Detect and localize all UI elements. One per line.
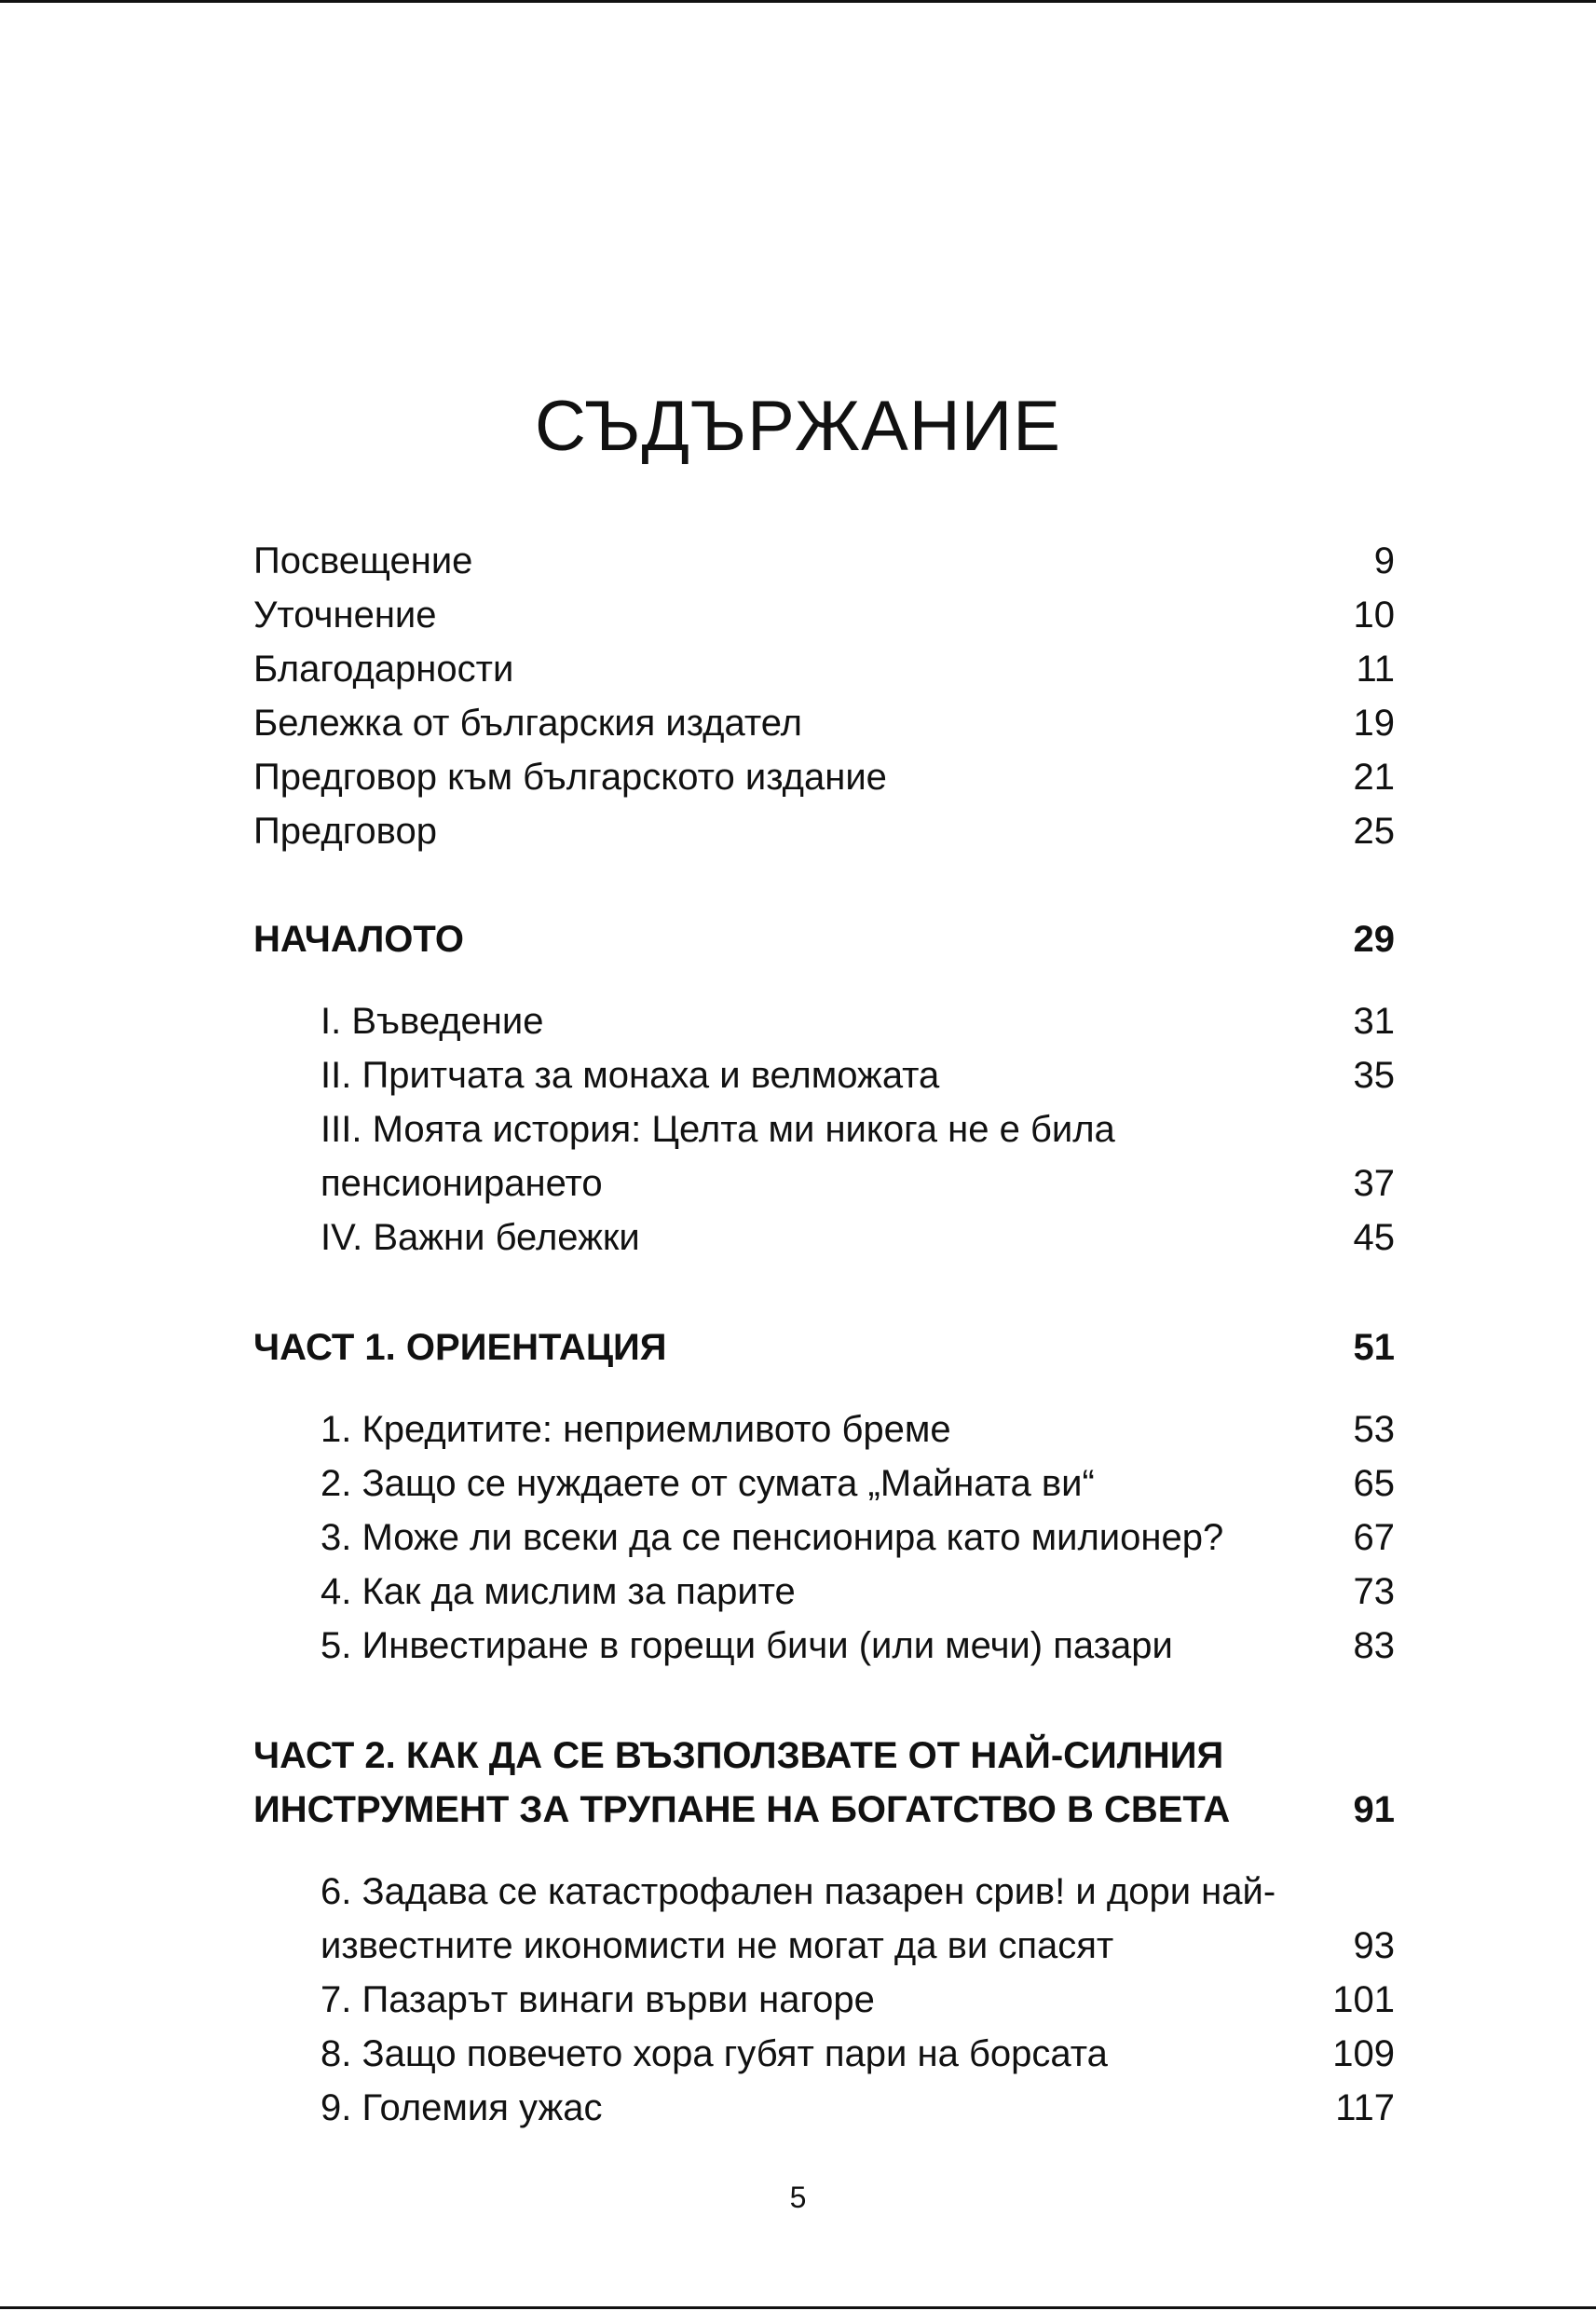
toc-entry-page: 9 [1373, 540, 1395, 581]
toc-entry[interactable] [253, 642, 1395, 696]
toc-entry-page: 11 [1356, 649, 1395, 690]
toc-entry-page: 117 [1335, 2087, 1395, 2128]
toc-entry-title: II. Притчата за монаха и велможата [321, 1055, 940, 1096]
section-heading-page: 29 [1353, 919, 1395, 960]
section-heading-title: НАЧАЛОТО [253, 919, 464, 960]
toc-entry-page: 25 [1353, 811, 1395, 852]
bottom-border-line [0, 2306, 1596, 2309]
toc-entry-title: 9. Големия ужас [321, 2087, 603, 2128]
toc-entry-title: 5. Инвестиране в горещи бичи (или мечи) пазари [321, 1625, 1173, 1666]
toc-entry[interactable] [253, 994, 1395, 1048]
toc-section-heading[interactable] [253, 912, 1395, 966]
toc-entry-title: 8. Защо повечето хора губят пари на борсата [321, 2033, 1108, 2074]
toc-entry[interactable] [253, 1048, 1395, 1102]
toc-entry-page: 67 [1353, 1517, 1395, 1558]
toc-entry-page: 93 [1353, 1925, 1395, 1966]
toc-entry-title: Бележка от българския издател [253, 703, 802, 744]
page-title: СЪДЪРЖАНИЕ [535, 386, 1061, 466]
toc-entry-page: 37 [1353, 1163, 1395, 1204]
section-heading-title: ЧАСТ 1. ОРИЕНТАЦИЯ [253, 1327, 667, 1368]
section-heading-page: 91 [1353, 1789, 1395, 1830]
toc-entry[interactable] [253, 2027, 1395, 2081]
toc-entry[interactable] [253, 2081, 1395, 2135]
toc-entry-title-line2: пенсионирането [321, 1163, 603, 1204]
toc-entry-title: IV. Важни бележки [321, 1217, 640, 1258]
toc-entry-title: Предговор [253, 811, 437, 852]
toc-entry[interactable] [253, 1402, 1395, 1456]
toc-section-heading[interactable] [253, 1320, 1395, 1374]
toc-entry[interactable] [253, 696, 1395, 750]
toc-entry[interactable] [253, 1210, 1395, 1265]
toc-entry-title: I. Въведение [321, 1001, 544, 1042]
toc-entry-page: 83 [1353, 1625, 1395, 1666]
toc-entry-title-line1: 6. Задава се катастрофален пазарен срив! и дори най- [321, 1871, 1276, 1912]
toc-entry-title: 7. Пазарът винаги върви нагоре [321, 1979, 875, 2020]
toc-entry[interactable] [253, 1865, 1395, 1919]
toc-entry[interactable] [253, 1919, 1395, 1973]
toc-entry-title: Уточнение [253, 595, 437, 636]
toc-entry[interactable] [253, 750, 1395, 804]
toc-entry-page: 35 [1353, 1055, 1395, 1096]
toc-entry-title: Благодарности [253, 649, 514, 690]
top-border-line [0, 0, 1596, 3]
toc-entry-title-line2: известните икономисти не могат да ви спасят [321, 1925, 1114, 1966]
toc-entry-page: 109 [1332, 2033, 1395, 2074]
toc-entry-title: 1. Кредитите: неприемливото бреме [321, 1409, 951, 1450]
toc-entry-page: 65 [1353, 1463, 1395, 1504]
toc-section-heading[interactable] [253, 1729, 1395, 1783]
section-heading-title-line2: ИНСТРУМЕНТ ЗА ТРУПАНЕ НА БОГАТСТВО В СВЕТА [253, 1789, 1231, 1830]
toc-entry-title: 2. Защо се нуждаете от сумата „Майната ви“ [321, 1463, 1095, 1504]
toc-entry[interactable] [253, 1102, 1395, 1156]
toc-entry[interactable] [253, 1156, 1395, 1210]
toc-entry[interactable] [253, 1619, 1395, 1673]
toc-entry-page: 31 [1353, 1001, 1395, 1042]
toc-section-heading[interactable] [253, 1783, 1395, 1837]
toc-entry-page: 53 [1353, 1409, 1395, 1450]
toc-entry-page: 19 [1353, 703, 1395, 744]
toc-entry[interactable] [253, 1511, 1395, 1565]
toc-entry[interactable] [253, 1565, 1395, 1619]
section-heading-page: 51 [1353, 1327, 1395, 1368]
toc-entry-title: Посвещение [253, 540, 473, 581]
toc-entry-title: Предговор към българското издание [253, 757, 887, 798]
section-heading-title-line1: ЧАСТ 2. КАК ДА СЕ ВЪЗПОЛЗВАТЕ ОТ НАЙ-СИЛНИЯ [253, 1735, 1224, 1776]
toc-entry[interactable] [253, 588, 1395, 642]
toc-entry-page: 73 [1353, 1571, 1395, 1612]
toc-entry-title-line1: III. Моята история: Целта ми никога не е била [321, 1109, 1115, 1150]
toc-entry-page: 101 [1332, 1979, 1395, 2020]
toc-entry[interactable] [253, 1973, 1395, 2027]
toc-entry[interactable] [253, 1456, 1395, 1511]
toc-entry-page: 21 [1353, 757, 1395, 798]
toc-entry[interactable] [253, 534, 1395, 588]
toc-entry-page: 45 [1353, 1217, 1395, 1258]
toc-entry-title: 3. Може ли всеки да се пенсионира като милионер? [321, 1517, 1224, 1558]
toc-entry-page: 10 [1353, 595, 1395, 636]
toc-entry[interactable] [253, 804, 1395, 858]
footer-page-number: 5 [789, 2181, 807, 2214]
toc-entry-title: 4. Как да мислим за парите [321, 1571, 796, 1612]
